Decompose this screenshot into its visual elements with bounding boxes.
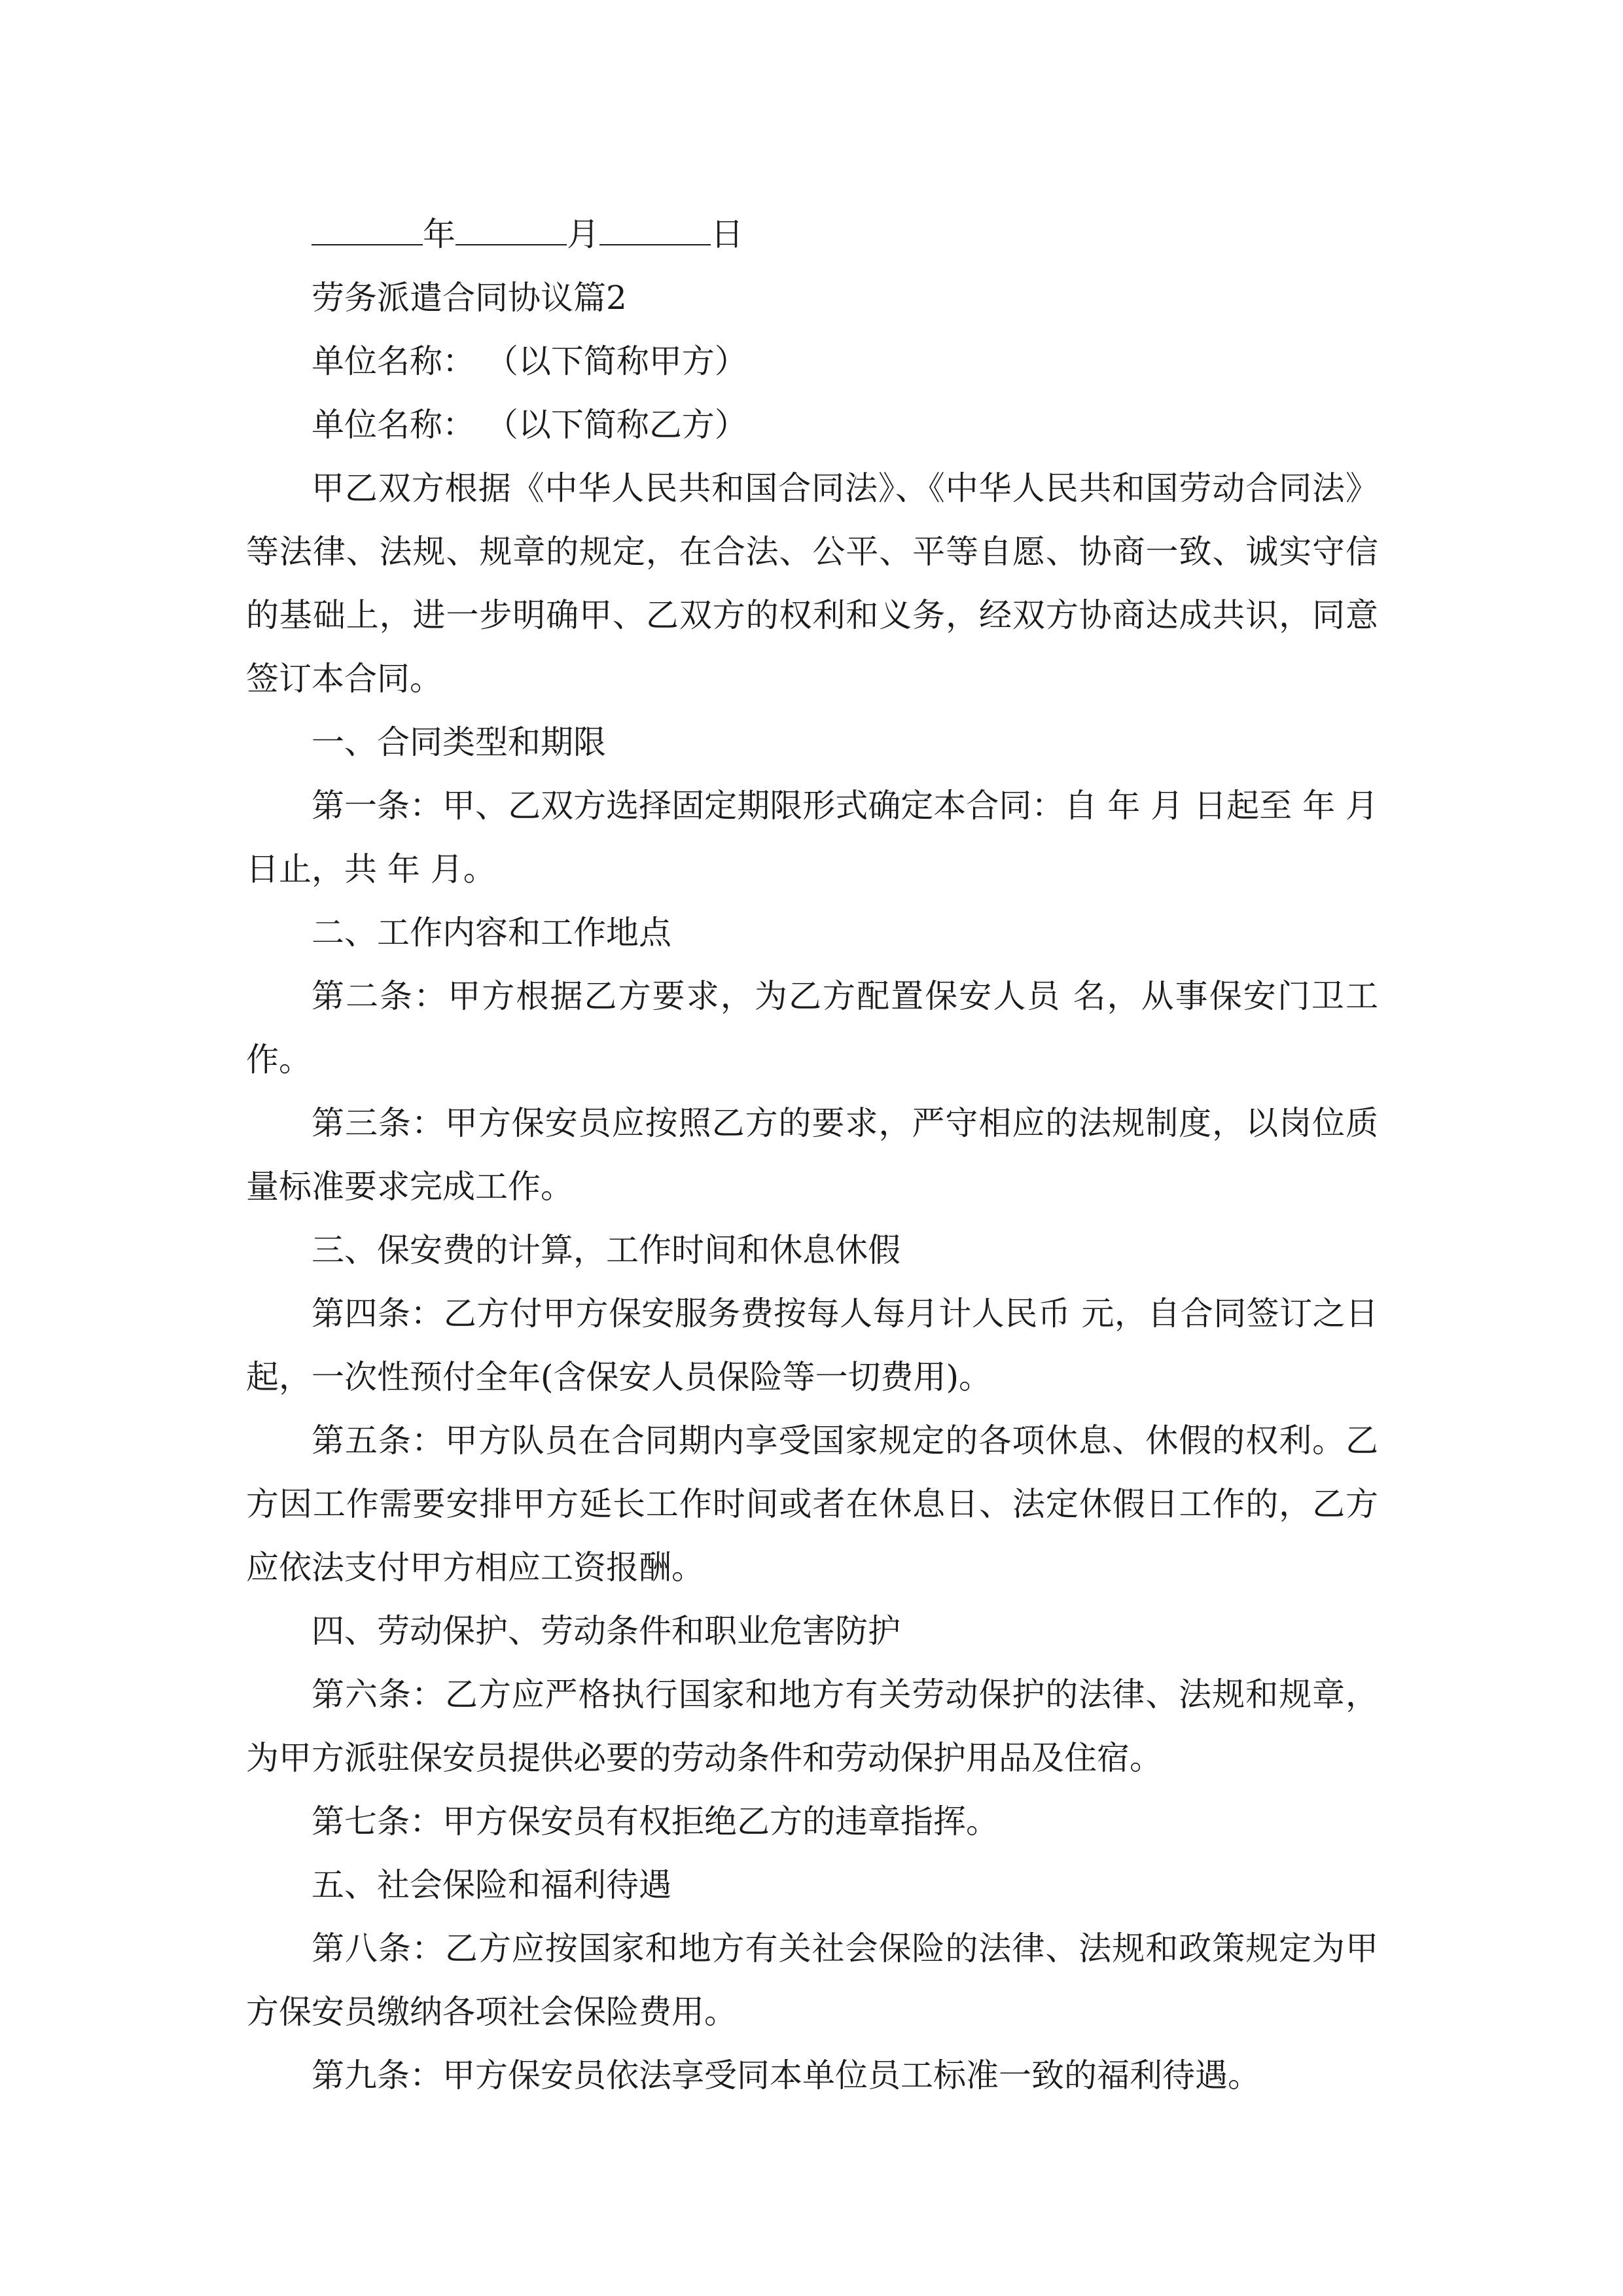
section-heading-4: 四、劳动保护、劳动条件和职业危害防护: [312, 1612, 901, 1650]
article-8: 第八条：乙方应按国家和地方有关社会保险的法律、法规和政策规定为甲方保安员缴纳各项社会保险费用。: [246, 1929, 1378, 2031]
article-9: 第九条：甲方保安员依法享受同本单位员工标准一致的福利待遇。: [312, 2056, 1260, 2094]
intro-paragraph: 甲乙双方根据《中华人民共和国合同法》、《中华人民共和国劳动合同法》等法律、法规、规章的规定，在合法、公平、平等自愿、协商一致、诚实守信的基础上，进一步明确甲、乙双方的权利和义务，经双方协商达成共识，同意签订本合同。: [246, 469, 1378, 698]
article-2: 第二条：甲方根据乙方要求，为乙方配置保安人员 名，从事保安门卫工作。: [246, 977, 1378, 1079]
article-6: 第六条：乙方应严格执行国家和地方有关劳动保护的法律、法规和规章，为甲方派驻保安员提供必要的劳动条件和劳动保护用品及住宿。: [246, 1676, 1378, 1777]
article-7: 第七条：甲方保安员有权拒绝乙方的违章指挥。: [312, 1803, 999, 1840]
section-heading-5: 五、社会保险和福利待遇: [312, 1866, 671, 1904]
section-heading-2: 二、工作内容和工作地点: [312, 914, 671, 952]
article-5: 第五条：甲方队员在合同期内享受国家规定的各项休息、休假的权利。乙方因工作需要安排甲方延长工作时间或者在休息日、法定休假日工作的，乙方应依法支付甲方相应工资报酬。: [246, 1422, 1378, 1587]
year-label: 年: [423, 215, 455, 253]
month-blank: [455, 217, 567, 245]
document-title: 劳务派遣合同协议篇2: [312, 279, 627, 317]
day-blank: [599, 217, 711, 245]
month-label: 月: [567, 215, 599, 253]
document-page: [246, 203, 1378, 2108]
section-heading-3: 三、保安费的计算，工作时间和休息休假: [312, 1231, 901, 1269]
year-blank: [312, 217, 423, 245]
party-b-line: 单位名称： （以下简称乙方）: [312, 406, 747, 444]
article-3: 第三条：甲方保安员应按照乙方的要求，严守相应的法规制度，以岗位质量标准要求完成工作。: [246, 1104, 1378, 1206]
article-1: 第一条：甲、乙双方选择固定期限形式确定本合同：自 年 月 日起至 年 月 日止，共 年 月。: [246, 787, 1378, 888]
article-4: 第四条：乙方付甲方保安服务费按每人每月计人民币 元，自合同签订之日起，一次性预付全年(含保安人员保险等一切费用)。: [246, 1295, 1378, 1396]
section-heading-1: 一、合同类型和期限: [312, 723, 606, 761]
day-label: 日: [711, 215, 743, 253]
party-a-line: 单位名称： （以下简称甲方）: [312, 342, 747, 380]
signing-date-line: [246, 203, 1378, 266]
